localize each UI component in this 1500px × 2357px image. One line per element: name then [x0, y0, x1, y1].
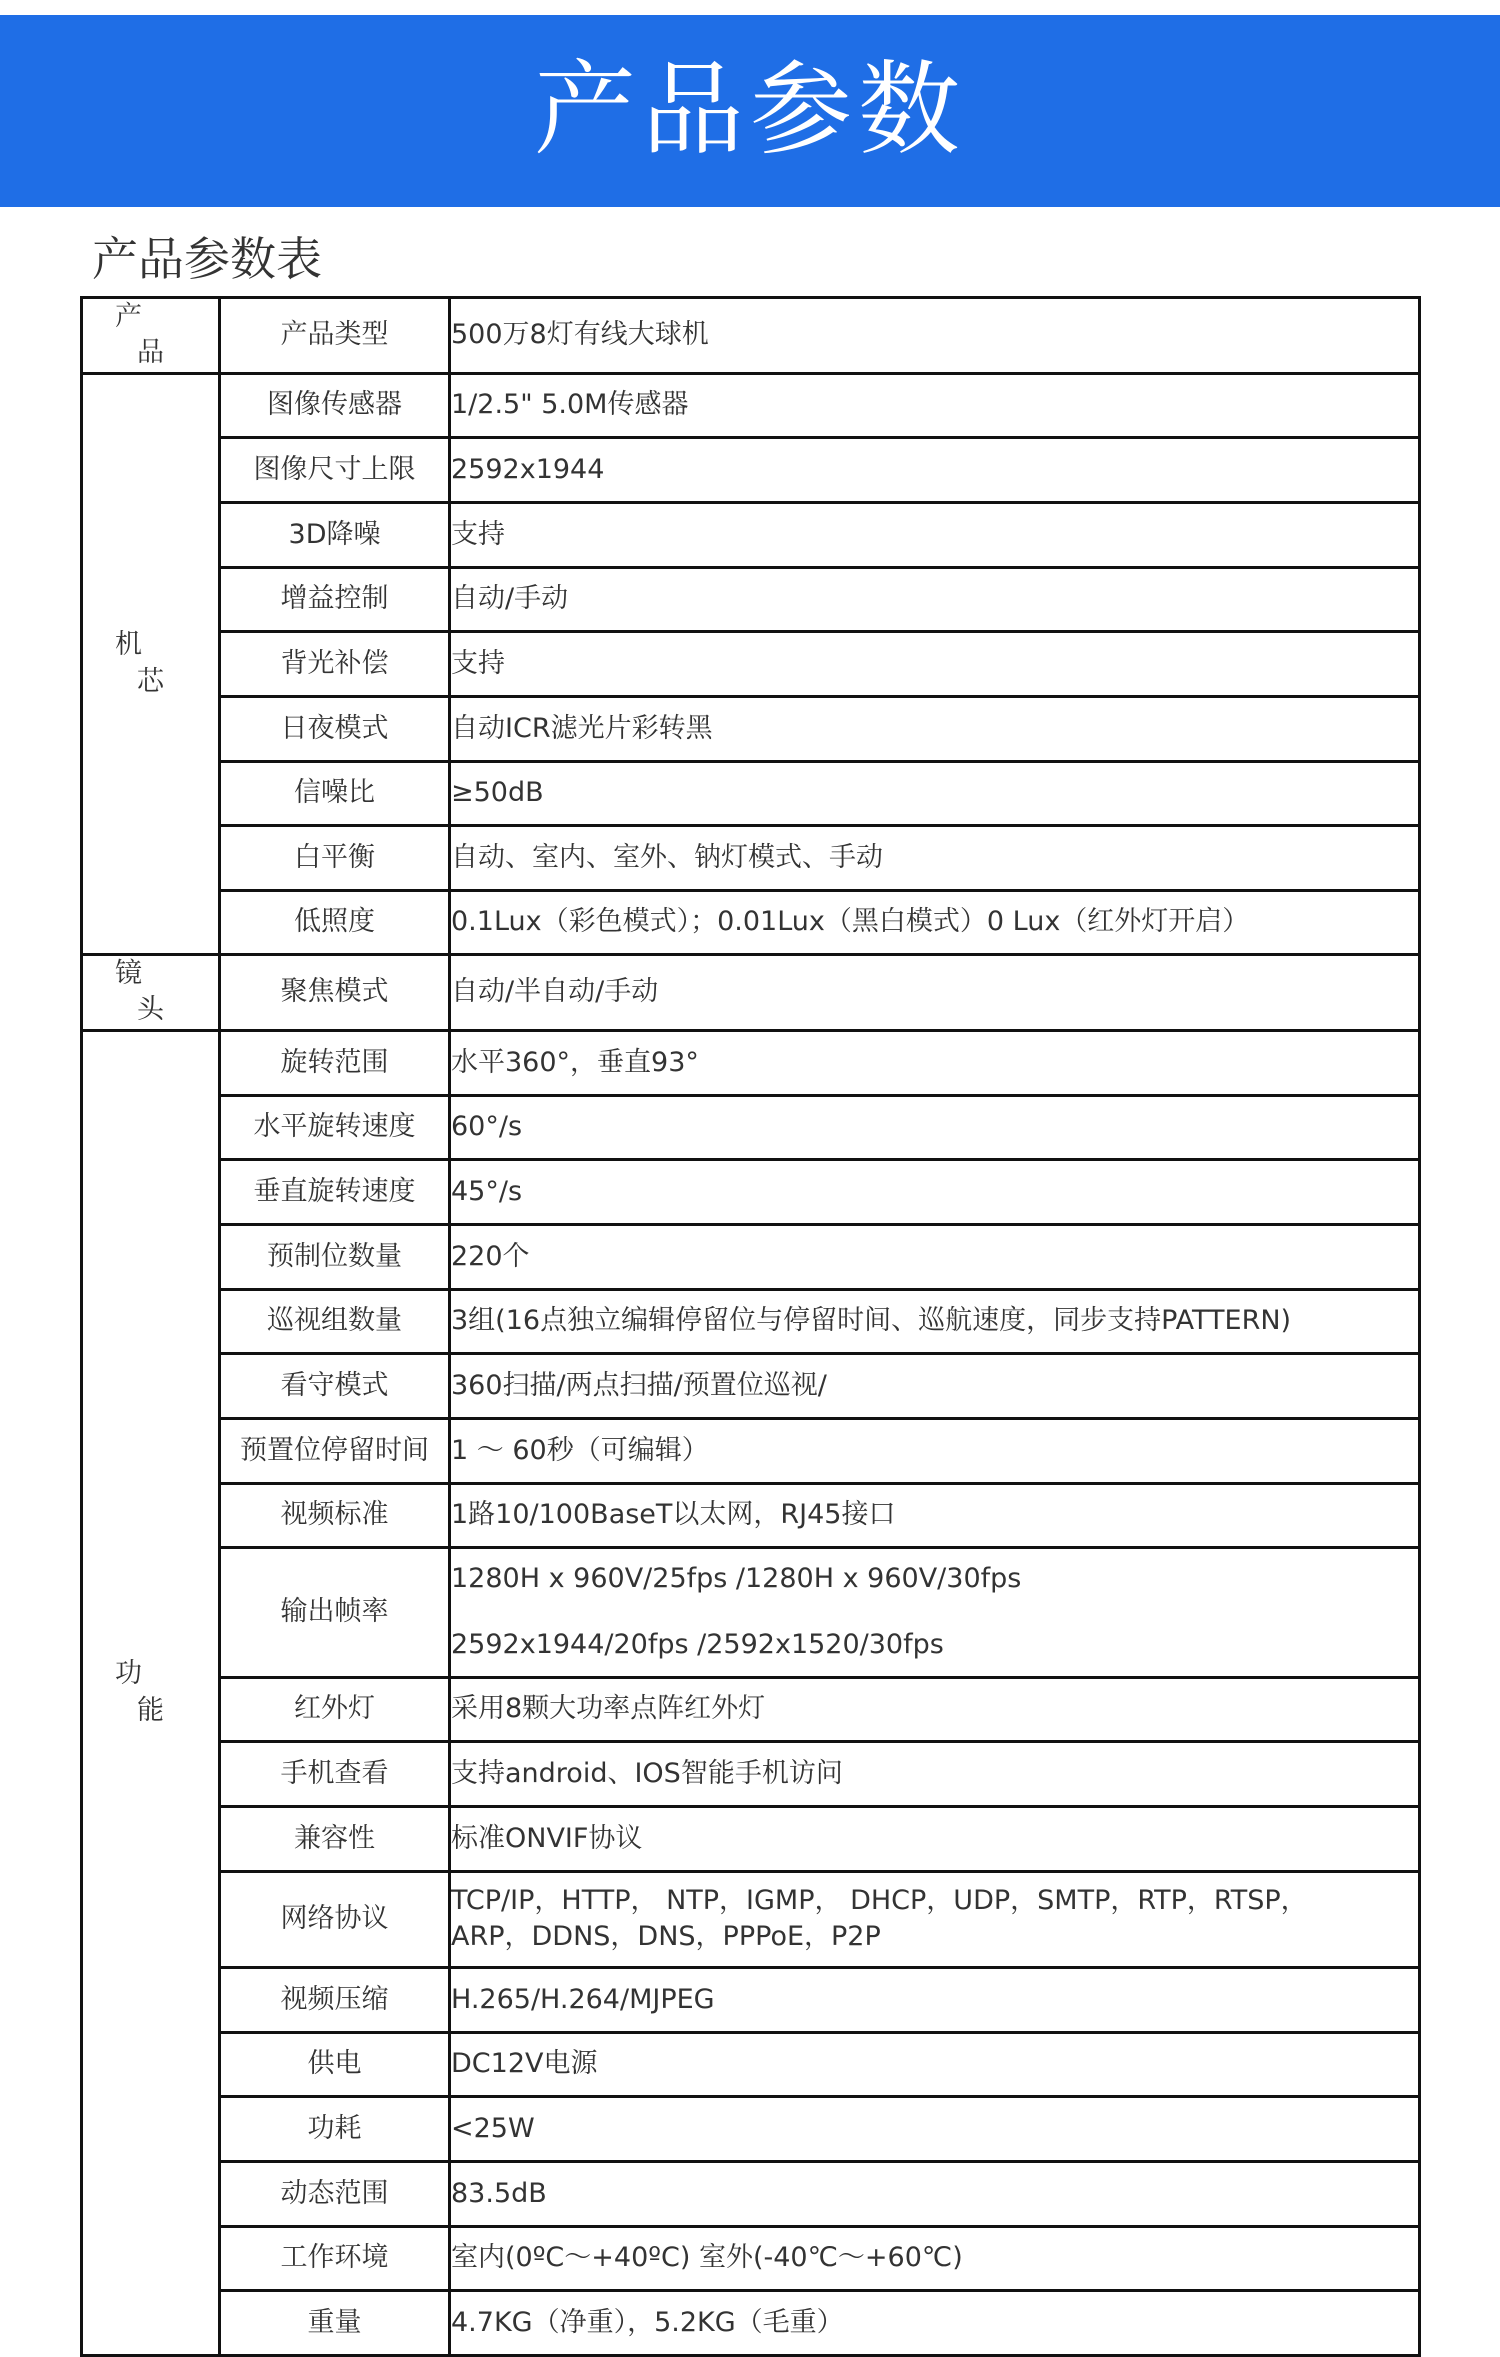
param-value: 自动/半自动/手动 — [450, 954, 1420, 1030]
header-banner — [0, 15, 1500, 207]
param-value: DC12V电源 — [450, 2032, 1420, 2096]
table-row — [82, 825, 1420, 890]
param-value: 支持 — [450, 631, 1420, 696]
param-name: 红外灯 — [220, 1677, 450, 1741]
param-name: 图像尺寸上限 — [220, 437, 450, 502]
param-value: 3组(16点独立编辑停留位与停留时间、巡航速度，同步支持PATTERN) — [450, 1289, 1420, 1353]
table-row — [82, 1289, 1420, 1353]
param-value: 83.5dB — [450, 2161, 1420, 2226]
table-row — [82, 298, 1420, 374]
param-value: 0.1Lux（彩色模式）；0.01Lux（黑白模式）0 Lux（红外灯开启） — [450, 890, 1420, 954]
banner-title: 产品参数 — [534, 51, 966, 170]
table-row — [82, 696, 1420, 761]
param-name: 低照度 — [220, 890, 450, 954]
table-row — [82, 1741, 1420, 1806]
param-value: 支持 — [450, 502, 1420, 567]
param-value: 360扫描/两点扫描/预置位巡视/ — [450, 1353, 1420, 1418]
category-cell: 功能 — [82, 1030, 220, 2355]
table-row — [82, 1547, 1420, 1677]
param-name: 网络协议 — [220, 1871, 450, 1967]
param-value: 自动、室内、室外、钠灯模式、手动 — [450, 825, 1420, 890]
param-name: 手机查看 — [220, 1741, 450, 1806]
param-name: 巡视组数量 — [220, 1289, 450, 1353]
param-value: <25W — [450, 2096, 1420, 2161]
table-row — [82, 1224, 1420, 1289]
table-row — [82, 631, 1420, 696]
param-value: 标准ONVIF协议 — [450, 1806, 1420, 1871]
table-row — [82, 1483, 1420, 1547]
param-value: 1280H x 960V/25fps /1280H x 960V/30fps 2592x1944/20fps /2592x1520/30fps — [450, 1547, 1420, 1677]
table-row — [82, 2032, 1420, 2096]
param-value: 2592x1944 — [450, 437, 1420, 502]
table-row — [82, 567, 1420, 631]
param-name: 看守模式 — [220, 1353, 450, 1418]
param-name: 产品类型 — [220, 298, 450, 374]
table-row — [82, 1967, 1420, 2032]
param-name: 图像传感器 — [220, 373, 450, 437]
param-value: 60°/s — [450, 1095, 1420, 1159]
spec-table — [80, 296, 1421, 2357]
param-value: 500万8灯有线大球机 — [450, 298, 1420, 374]
param-name: 白平衡 — [220, 825, 450, 890]
param-value: 采用8颗大功率点阵红外灯 — [450, 1677, 1420, 1741]
param-name: 背光补偿 — [220, 631, 450, 696]
param-value: 4.7KG（净重），5.2KG（毛重） — [450, 2290, 1420, 2355]
param-name: 输出帧率 — [220, 1547, 450, 1677]
param-value: 自动ICR滤光片彩转黑 — [450, 696, 1420, 761]
param-value: 1/2.5" 5.0M传感器 — [450, 373, 1420, 437]
param-value: H.265/H.264/MJPEG — [450, 1967, 1420, 2032]
param-name: 增益控制 — [220, 567, 450, 631]
param-value: 220个 — [450, 1224, 1420, 1289]
param-value: 45°/s — [450, 1159, 1420, 1224]
table-row — [82, 1677, 1420, 1741]
table-row — [82, 2226, 1420, 2290]
table-row — [82, 1353, 1420, 1418]
param-name: 预置位停留时间 — [220, 1418, 450, 1483]
table-row — [82, 1418, 1420, 1483]
param-name: 信噪比 — [220, 761, 450, 825]
param-name: 功耗 — [220, 2096, 450, 2161]
param-value: 室内(0ºC～+40ºC) 室外(-40℃～+60℃) — [450, 2226, 1420, 2290]
param-name: 视频标准 — [220, 1483, 450, 1547]
table-row — [82, 2290, 1420, 2355]
category-cell: 机芯 — [82, 373, 220, 954]
param-name: 重量 — [220, 2290, 450, 2355]
param-value: ≥50dB — [450, 761, 1420, 825]
param-name: 供电 — [220, 2032, 450, 2096]
table-row — [82, 2096, 1420, 2161]
param-name: 垂直旋转速度 — [220, 1159, 450, 1224]
table-row — [82, 890, 1420, 954]
param-value: 1路10/100BaseT以太网，RJ45接口 — [450, 1483, 1420, 1547]
param-value: 水平360°，垂直93° — [450, 1030, 1420, 1095]
table-row — [82, 502, 1420, 567]
table-row — [82, 761, 1420, 825]
table-row — [82, 1159, 1420, 1224]
table-row — [82, 1806, 1420, 1871]
table-row — [82, 1871, 1420, 1967]
param-name: 动态范围 — [220, 2161, 450, 2226]
param-name: 聚焦模式 — [220, 954, 450, 1030]
table-row — [82, 1030, 1420, 1095]
param-name: 兼容性 — [220, 1806, 450, 1871]
top-margin — [0, 0, 1500, 15]
param-name: 水平旋转速度 — [220, 1095, 450, 1159]
param-name: 日夜模式 — [220, 696, 450, 761]
table-title: 产品参数表 — [92, 232, 322, 286]
table-row — [82, 954, 1420, 1030]
param-value: TCP/IP，HTTP， NTP，IGMP， DHCP，UDP，SMTP，RTP，RTSP， ARP，DDNS，DNS，PPPoE，P2P — [450, 1871, 1420, 1967]
param-name: 旋转范围 — [220, 1030, 450, 1095]
table-row — [82, 437, 1420, 502]
param-value: 支持android、IOS智能手机访问 — [450, 1741, 1420, 1806]
param-name: 视频压缩 — [220, 1967, 450, 2032]
param-name: 工作环境 — [220, 2226, 450, 2290]
param-name: 预制位数量 — [220, 1224, 450, 1289]
table-row — [82, 373, 1420, 437]
param-value: 自动/手动 — [450, 567, 1420, 631]
category-cell: 镜头 — [82, 954, 220, 1030]
param-name: 3D降噪 — [220, 502, 450, 567]
table-row — [82, 1095, 1420, 1159]
category-cell: 产品 — [82, 298, 220, 374]
table-row — [82, 2161, 1420, 2226]
param-value: 1 ～ 60秒（可编辑） — [450, 1418, 1420, 1483]
